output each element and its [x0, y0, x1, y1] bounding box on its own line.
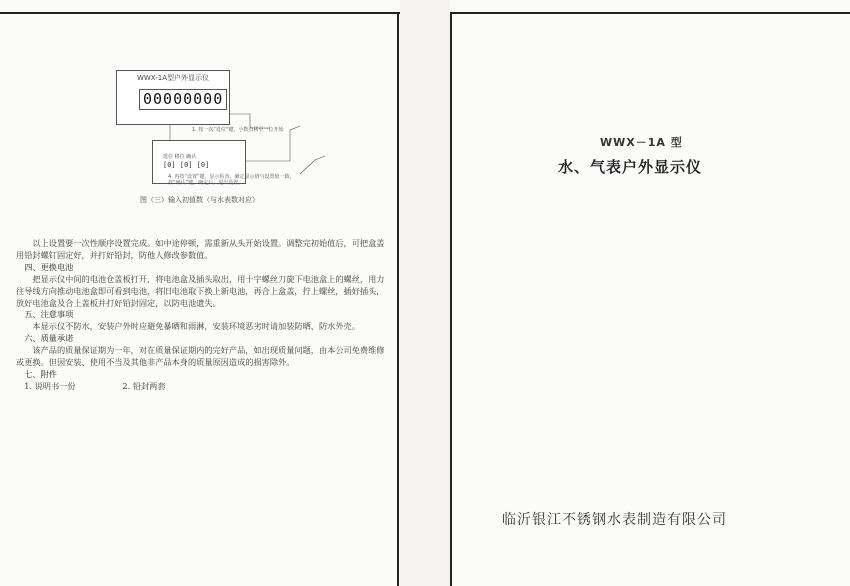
keys: [0] [0] [0] — [163, 161, 210, 169]
heading-7: 七、附件 — [24, 368, 57, 379]
cover-top-border — [450, 12, 850, 14]
model-label: WWX－1A 型 — [600, 136, 683, 149]
paragraph-3: 本显示仪不防水，安装户外时应避免暴晒和雨淋，安装环境恶劣时请加装防晒、防水外壳。 — [32, 321, 360, 332]
device-drawing — [116, 70, 230, 125]
diagram-note-1: 1. 按一次“选位”键，小数点移至一位开始 — [192, 127, 284, 133]
manual-text — [16, 238, 386, 393]
heading-6: 六、质量承诺 — [24, 333, 74, 344]
heading-4: 四、更换电池 — [24, 261, 74, 272]
product-title: 水、气表户外显示仪 — [558, 158, 703, 176]
right-page — [450, 0, 850, 586]
paragraph-2: 把显示仪中间的电池仓盖板打开，将电池盒及插头取出，用十字螺丝刀旋下电池盒上的螺丝，用力往导线方向推动电池盒即可看到电池，将旧电池取下换上新电池，再合上盒盖，拧上螺丝，插好插头，放好电池盒及合上盖板并打好铅封固定，以防电池遗失。 — [16, 273, 385, 308]
device-display: 00000000 — [139, 89, 227, 110]
heading-5: 五、注意事项 — [24, 309, 74, 320]
right-border — [397, 12, 399, 586]
setup-diagram — [100, 62, 340, 212]
paragraph-4: 该产品的质量保证期为一年，对在质量保证期内的完好产品，如出现质量问题，由本公司免费维修或更换。但因安装、使用不当及其他非产品本身的质量原因造成的损害除外。 — [16, 345, 385, 368]
company-name: 临沂银江不锈钢水表制造有限公司 — [502, 512, 727, 528]
attachments: 1. 说明书一份 2. 铅封两套 — [24, 380, 166, 391]
figure-caption: 图（三）输入初值数（与水表数对应） — [140, 196, 259, 204]
top-border — [0, 12, 400, 14]
paragraph-1: 以上设置要一次性顺序设置完成。如中途停顿，需重新从头开始设置。调整完初始值后，可把盒盖用铅封螺钉固定好，并打好铅封，防他人修改参数值。 — [16, 238, 385, 260]
left-page — [0, 0, 400, 586]
key-labels: 选位 移位 确认 — [163, 154, 197, 160]
device-title: WWX-1A型户外显示仪 — [136, 74, 210, 82]
diagram-note-2: 4. 再按“设置”键，显示检查，确定显示值与设置值一致，按“确认”键，确定后，退出设置。 — [168, 174, 295, 186]
cover-left-border — [450, 12, 452, 586]
